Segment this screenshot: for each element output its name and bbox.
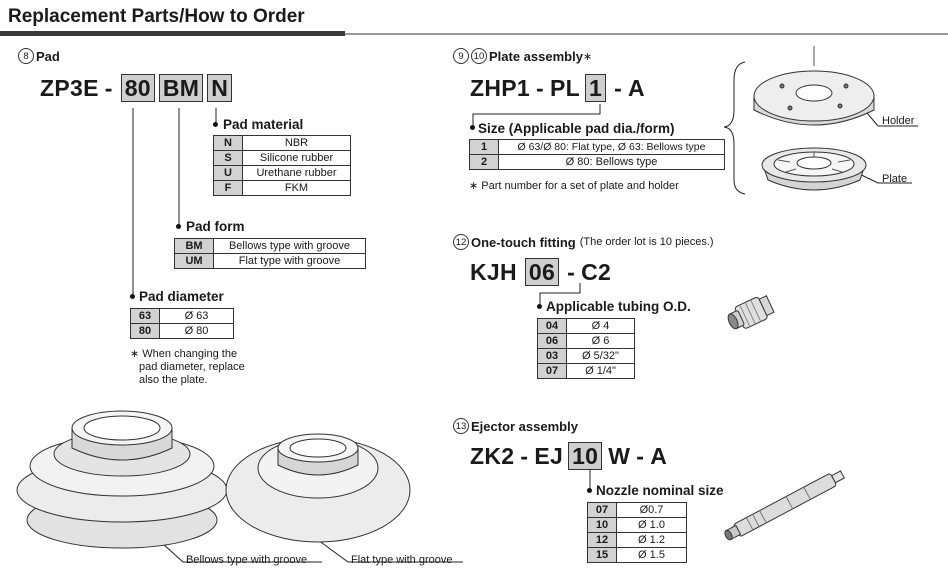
- holder-label: Holder: [882, 115, 915, 127]
- bellows-pad-illustration: [17, 411, 227, 548]
- table-row: [470, 155, 725, 170]
- fitting-heading: 12 One-touch fitting (The order lot is 10 pieces.): [453, 234, 714, 250]
- table-row: [588, 518, 687, 533]
- table-row: [538, 334, 635, 349]
- table-value-cell: Urethane rubber: [243, 166, 351, 181]
- table-key-cell: 06: [538, 334, 567, 349]
- bullet-dot: [130, 294, 135, 299]
- section-number: 8: [18, 48, 34, 64]
- table-key-cell: U: [214, 166, 243, 181]
- table-row: [214, 136, 351, 151]
- table-row: [538, 319, 635, 334]
- section-number: 10: [471, 48, 487, 64]
- table-row: [214, 166, 351, 181]
- table-key-cell: 07: [538, 364, 567, 379]
- tubing-label: Applicable tubing O.D.: [546, 299, 691, 314]
- table-value-cell: Flat type with groove: [214, 254, 366, 269]
- pad-form-table: [174, 238, 366, 269]
- table-row: [588, 548, 687, 563]
- section-number: 9: [453, 48, 469, 64]
- section-title: Pad: [36, 48, 60, 64]
- pad-form-box: BM: [159, 74, 203, 102]
- table-value-cell: Ø 80: [160, 324, 234, 339]
- table-value-cell: Ø 1.0: [617, 518, 687, 533]
- table-key-cell: 63: [131, 309, 160, 324]
- table-value-cell: Ø 80: Bellows type: [499, 155, 725, 170]
- plate-illustration: [762, 148, 866, 190]
- bullet-dot: [537, 304, 542, 309]
- table-row: [214, 151, 351, 166]
- table-row: [131, 309, 234, 324]
- table-value-cell: Bellows type with groove: [214, 239, 366, 254]
- pad-material-label: Pad material: [223, 117, 304, 132]
- plate-heading: 9 10 Plate assembly ∗: [453, 48, 592, 64]
- table-row: [214, 181, 351, 196]
- table-row: [131, 324, 234, 339]
- ejector-illustration: [723, 468, 846, 542]
- pad-size-box: 80: [121, 74, 155, 102]
- table-row: [538, 349, 635, 364]
- table-key-cell: 07: [588, 503, 617, 518]
- section-title: Plate assembly: [489, 48, 583, 64]
- page-title: Replacement Parts/How to Order: [8, 6, 305, 27]
- flat-pad-illustration: [226, 434, 410, 542]
- table-row: [470, 140, 725, 155]
- flat-caption: Flat type with groove: [351, 554, 453, 566]
- ejector-heading: [453, 418, 578, 434]
- pad-heading: [18, 48, 60, 64]
- pad-material-table: [213, 135, 351, 196]
- ejector-size-box: 10: [568, 442, 602, 470]
- table-key-cell: N: [214, 136, 243, 151]
- nozzle-label: Nozzle nominal size: [596, 483, 724, 498]
- section-title: One-touch fitting: [471, 234, 576, 250]
- tubing-table: [537, 318, 635, 379]
- table-value-cell: Silicone rubber: [243, 151, 351, 166]
- bellows-caption: Bellows type with groove: [186, 554, 308, 566]
- section-number: 12: [453, 234, 469, 250]
- table-value-cell: Ø0.7: [617, 503, 687, 518]
- pad-material-box: N: [207, 74, 232, 102]
- pad-form-label: Pad form: [186, 219, 245, 234]
- plate-size-table: [469, 139, 725, 170]
- table-key-cell: 03: [538, 349, 567, 364]
- bullet-dot: [213, 122, 218, 127]
- table-key-cell: F: [214, 181, 243, 196]
- fitting-illustration: [724, 293, 775, 334]
- plate-size-label: Size (Applicable pad dia./form): [478, 121, 675, 136]
- table-value-cell: Ø 1.2: [617, 533, 687, 548]
- table-key-cell: BM: [175, 239, 214, 254]
- table-key-cell: 2: [470, 155, 499, 170]
- fitting-size-box: 06: [525, 258, 559, 286]
- bullet-dot: [176, 224, 181, 229]
- table-value-cell: Ø 1.5: [617, 548, 687, 563]
- table-key-cell: S: [214, 151, 243, 166]
- pad-note: ∗ When changing the pad diameter, replace also the plate.: [130, 348, 245, 386]
- table-row: [175, 239, 366, 254]
- table-value-cell: Ø 63: [160, 309, 234, 324]
- table-row: [175, 254, 366, 269]
- plate-note: ∗ Part number for a set of plate and holder: [469, 180, 679, 192]
- pad-part-code: ZP3E - 80 BM N: [40, 74, 234, 102]
- table-row: [588, 503, 687, 518]
- table-value-cell: Ø 5/32": [567, 349, 635, 364]
- plate-label: Plate: [882, 173, 908, 185]
- section-title: Ejector assembly: [471, 418, 578, 434]
- table-key-cell: 1: [470, 140, 499, 155]
- table-value-cell: NBR: [243, 136, 351, 151]
- table-value-cell: FKM: [243, 181, 351, 196]
- pad-diameter-table: [130, 308, 234, 339]
- holder-illustration: [754, 46, 874, 125]
- ejector-part-code: ZK2 - EJ 10 W - A: [470, 442, 668, 469]
- table-row: [588, 533, 687, 548]
- pad-diameter-label: Pad diameter: [139, 289, 224, 304]
- section-number: 13: [453, 418, 469, 434]
- table-value-cell: Ø 63/Ø 80: Flat type, Ø 63: Bellows type: [499, 140, 725, 155]
- table-key-cell: 10: [588, 518, 617, 533]
- table-value-cell: Ø 4: [567, 319, 635, 334]
- table-row: [538, 364, 635, 379]
- table-key-cell: 04: [538, 319, 567, 334]
- bullet-dot: [470, 125, 475, 130]
- table-key-cell: 80: [131, 324, 160, 339]
- fitting-part-code: KJH 06 - C2: [470, 258, 612, 285]
- table-value-cell: Ø 1/4": [567, 364, 635, 379]
- plate-part-code: ZHP1 - PL 1 - A: [470, 74, 645, 101]
- nozzle-table: [587, 502, 687, 563]
- table-key-cell: 15: [588, 548, 617, 563]
- table-key-cell: 12: [588, 533, 617, 548]
- plate-size-box: 1: [585, 74, 606, 102]
- table-key-cell: UM: [175, 254, 214, 269]
- table-value-cell: Ø 6: [567, 334, 635, 349]
- bullet-dot: [587, 488, 592, 493]
